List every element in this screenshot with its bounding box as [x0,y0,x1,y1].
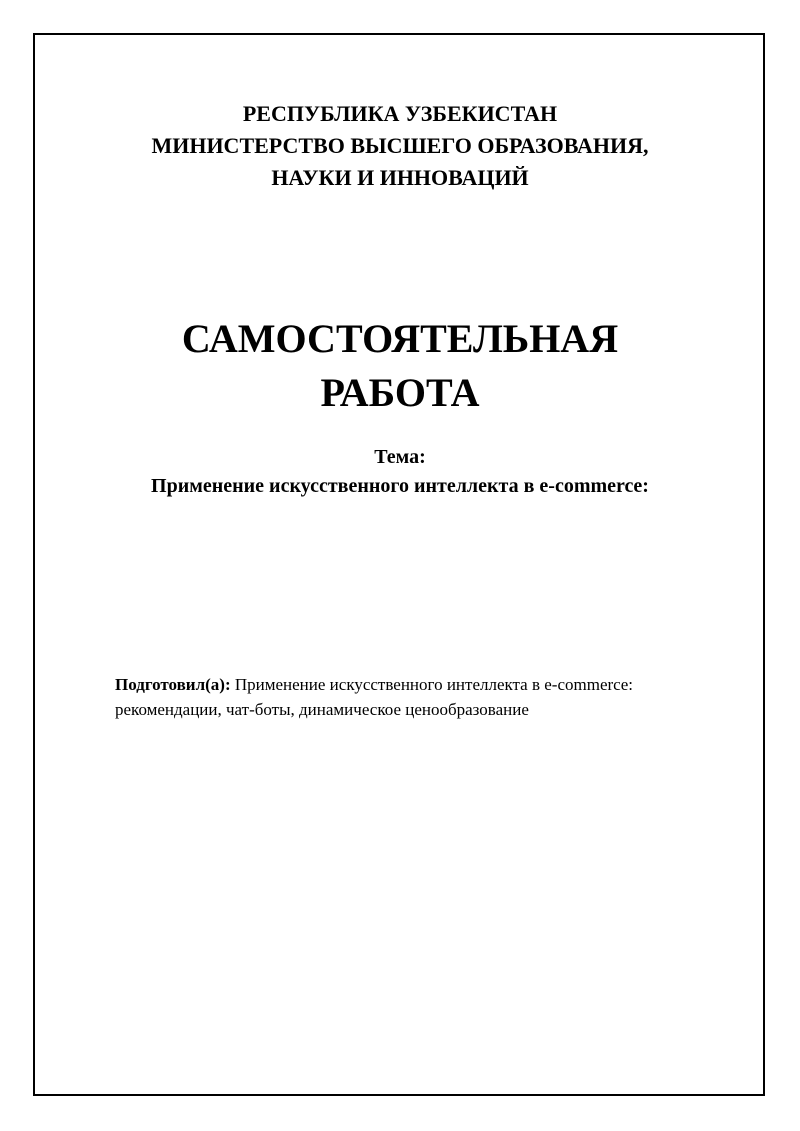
prepared-by-text-line-1: Применение искусственного интеллекта в e-commerce: [234,675,633,694]
title-line-2: РАБОТА [320,370,480,415]
title-line-1: САМОСТОЯТЕЛЬНАЯ [181,316,619,361]
theme-text: Применение искусственного интеллекта в e-commerce: [151,475,649,497]
prepared-by-block [115,672,725,722]
document-title [0,312,800,420]
header-ministry: МИНИСТЕРСТВО ВЫСШЕГО ОБРАЗОВАНИЯ, [151,133,649,158]
header-country: РЕСПУБЛИКА УЗБЕКИСТАН [242,101,558,126]
header-ministry-continued: НАУКИ И ИННОВАЦИЙ [271,165,529,190]
prepared-by-label: Подготовил(а): [115,675,231,694]
prepared-by-text-line-2: рекомендации, чат-боты, динамическое ценообразование [115,700,529,719]
ministry-header [0,98,800,194]
theme-label: Тема: [374,446,426,468]
